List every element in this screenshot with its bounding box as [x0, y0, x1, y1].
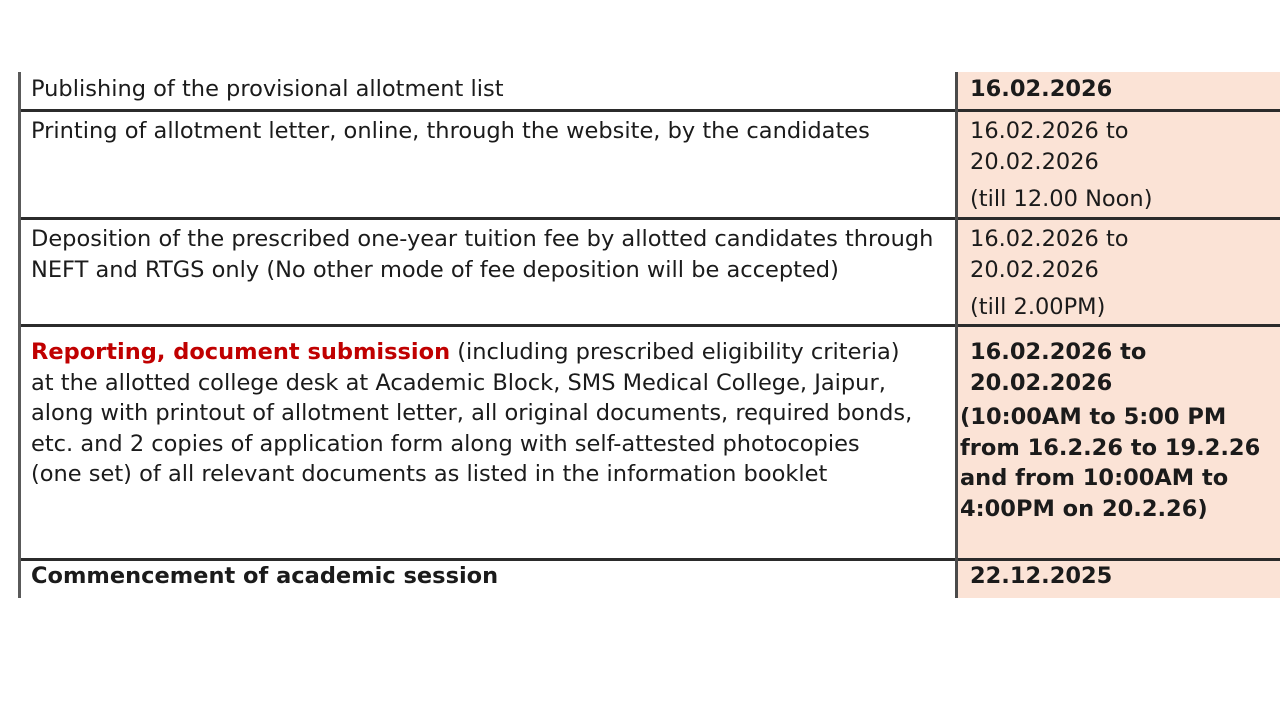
date-range: 16.02.2026 to 20.02.2026	[970, 118, 1129, 175]
date-cell	[958, 220, 1280, 324]
event-cell: Publishing of the provisional allotment list	[21, 72, 955, 109]
date-note: (till 2.00PM)	[970, 294, 1106, 320]
date-note: (till 12.00 Noon)	[970, 186, 1153, 212]
table-row	[21, 220, 1280, 327]
date-cell: 16.02.2026	[958, 72, 1280, 109]
event-description: (including prescribed eligibility criteria) at the allotted college desk at Academic Block, SMS Medical College, Jaipur, along with printout of allotment letter, all original documents, required bonds, etc. and 2 copies of application form along with self-attested photocopies (one set) of all relevant documents as listed in the information booklet	[31, 339, 913, 487]
schedule-table	[18, 72, 1280, 598]
event-cell: Deposition of the prescribed one-year tuition fee by allotted candidates through NEFT and RTGS only (No other mode of fee deposition will be accepted)	[21, 220, 955, 324]
date-cell: 22.12.2025	[958, 561, 1280, 598]
date-cell	[958, 327, 1280, 558]
date-range: 16.02.2026 to 20.02.2026	[970, 226, 1129, 283]
table-row	[21, 327, 1280, 561]
highlighted-event-title: Reporting, document submission	[31, 339, 451, 365]
table-row	[21, 72, 1280, 112]
date-range: 16.02.2026 to 20.02.2026	[970, 339, 1147, 396]
event-cell: Commencement of academic session	[21, 561, 955, 598]
table-row	[21, 561, 1280, 598]
table-row	[21, 112, 1280, 220]
event-cell	[21, 327, 955, 558]
date-note: (10:00AM to 5:00 PM from 16.2.26 to 19.2.26 and from 10:00AM to 4:00PM on 20.2.26)	[960, 404, 1261, 522]
date-cell	[958, 112, 1280, 217]
event-cell: Printing of allotment letter, online, through the website, by the candidates	[21, 112, 955, 217]
column-divider	[955, 72, 958, 598]
